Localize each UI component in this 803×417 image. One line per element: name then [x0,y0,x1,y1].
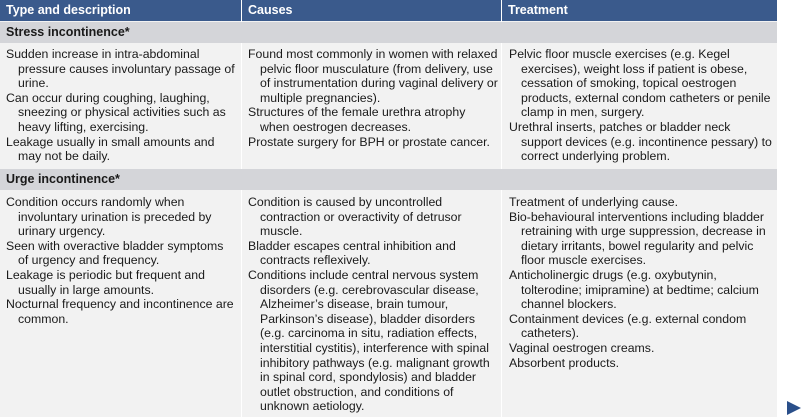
list-item: Can occur during coughing, laughing, sneezing or physical activities such as heavy lifting, exercising. [6,90,226,134]
list-item: Found most commonly in women with relaxed pelvic floor musculature (from delivery, use of instrumentation during vaginal delivery or multiple pregnancies). [248,47,498,105]
list-item: Sudden increase in intra-abdominal pressure causes involuntary passage of urine. [6,47,235,91]
stress-causes-cell [248,47,498,149]
list-item: Nocturnal frequency and incontinence are common. [6,297,234,326]
header-causes: Causes [248,3,293,17]
list-item: Condition occurs randomly when involuntary urination is preceded by urinary urgency. [6,195,212,239]
list-item: Containment devices (e.g. external condom catheters). [509,311,747,341]
list-item: Anticholinergic drugs (e.g. oxybutynin, tolterodine; imipramine) at bedtime; calcium channel blockers. [509,267,759,312]
list-item: Vaginal oestrogen creams. [509,340,655,355]
stress-treatment-cell [509,47,773,164]
list-item: Leakage is periodic but frequent and usually in large amounts. [6,267,205,297]
list-item: Pelvic floor muscle exercises (e.g. Kegel exercises), weight loss if patient is obese, cessation of smoking, topical oestrogen products, external condom catheters or penile clamp in men, surgery. [509,47,771,120]
header-type-description: Type and description [6,3,131,17]
column-divider [501,0,502,417]
list-item: Treatment of underlying cause. [509,195,679,209]
list-item: Condition is caused by uncontrolled contraction or overactivity of detrusor muscle. [248,195,462,239]
section-header-stress: Stress incontinence* [0,22,777,43]
list-item: Leakage usually in small amounts and may not be daily. [6,134,215,164]
list-item: Prostate surgery for BPH or prostate cancer. [248,134,490,149]
list-item: Urethral inserts, patches or bladder neck support devices (e.g. incontinence pessary) to correct underlying problem. [509,119,772,164]
list-item: Conditions include central nervous system disorders (e.g. cerebrovascular disease, Alzheimer’s disease, brain tumour, Parkinson’s disease), bladder disorders (e.g. carcinoma in situ, radiation effects, interstitial cystitis), interference with spinal inhibitory pathways (e.g. malignant growth in spinal cord, spondylosis) and bladder outlet obstruction, and conditions of unknown aetiology. [248,267,490,414]
urge-treatment-cell [509,195,773,370]
table-header [0,0,777,21]
list-item: Structures of the female urethra atrophy when oestrogen decreases. [248,105,466,134]
urge-causes-cell [248,195,498,414]
list-item: Seen with overactive bladder symptoms of urgency and frequency. [6,238,224,268]
next-page-arrow-icon[interactable] [787,401,801,415]
stress-description-cell [6,47,236,164]
column-divider [241,0,242,417]
list-item: Absorbent products. [509,355,620,370]
header-treatment: Treatment [508,3,568,17]
list-item: Bladder escapes central inhibition and contracts reflexively. [248,238,456,268]
section-header-urge: Urge incontinence* [0,169,777,190]
list-item: Bio-behavioural interventions including bladder retraining with urge suppression, decrease in dietary irritants, bowel regularity and pelvic floor muscle exercises. [509,209,766,268]
urge-description-cell [6,195,236,326]
